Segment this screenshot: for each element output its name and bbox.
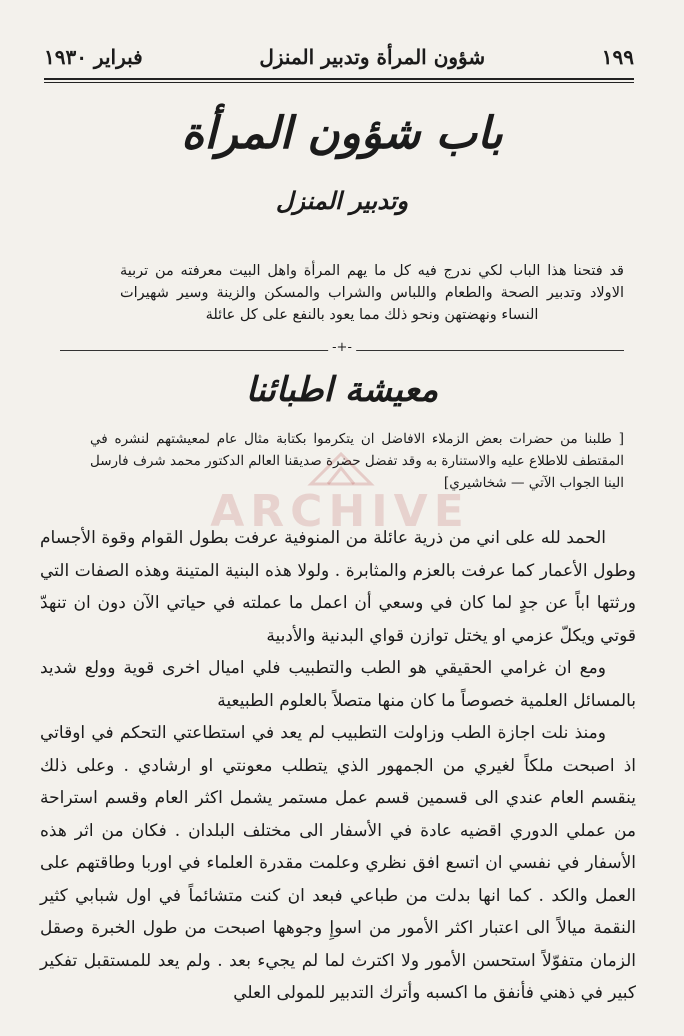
header-rule-thin	[44, 82, 634, 83]
article-paragraph: ومنذ نلت اجازة الطب وزاولت التطبيب لم يعد في استطاعتي التحكم في اوقاتي اذ اصبحت ملكاً لغيري من الجمهور الذي يتطلب معونتي او ارشادي . وعلى ذلك ينقسم العام عندي الى قسمين قسم عمل مستمر يشمل اكثر العام وقسم استراحة من عملي الدوري اقضيه عادة في الأسفار الى مختلف البلدان . فكان من اثر هذه الأسفار في نفسي ان اتسع افق نظري وعلمت مقدرة العلماء في اوربا وطاقتهم على العمل والكد . كما انها بدلت من طباعي فبعد ان كنت متشائماً في اول شبابي كثير النقمة ميالاً الى اعتبار اكثر الأمور من اسوإِ وجوهها اصبحت من طول الخبرة وصقل الزمان متفوّلاً استحسن الأمور ولا اكترث لما لم يجيء بعد . ولم يعد للمستقبل تفكير كبير في ذهني فأنفق ما اكسبه وأترك التدبير للمولى العلي	[40, 723, 636, 1003]
page-number: ١٩٩	[601, 45, 634, 69]
archive-logo-icon	[306, 448, 376, 488]
section-title: باب شؤون المرأة	[181, 108, 503, 159]
page-header	[44, 40, 634, 74]
issue-date: فبراير ١٩٣٠	[44, 45, 143, 69]
divider-ornament: -+-	[328, 340, 356, 355]
article-body	[40, 522, 636, 1010]
header-rule	[44, 78, 634, 80]
running-title: شؤون المرأة وتدبير المنزل	[259, 45, 486, 69]
article-paragraph: ومع ان غرامي الحقيقي هو الطب والتطبيب فلي اميال اخرى قوية وولع شديد بالمسائل العلمية خصوصاً ما كان منها متصلاً بالعلوم الطبيعية	[40, 658, 636, 711]
article-paragraph: الحمد لله على اني من ذرية عائلة من المنوفية عرفت بطول القوام وقوة الأجسام وطول الأعمار كما عرفت بالعزم والمثابرة . ولولا هذه البنية المتينة وهذه الصفات التي ورثتها اباً عن جدٍ لما كان في وسعي أن اعمل ما عملته في حياتي الآن دون ان تنهدّ قوتي ويكلّ عزمي او يختل توازن قواي البدنية والأدبية	[40, 528, 636, 646]
section-intro: قد فتحنا هذا الباب لكي ندرج فيه كل ما يهم المرأة واهل البيت معرفته من تربية الاولاد وتدبير الصحة والطعام واللباس والشراب والمسكن والزينة وسير شهيرات النساء ونهضتهن ونحو ذلك مما يعود بالنفع على كل عائلة	[120, 263, 624, 323]
article-title: معيشة اطبائنا	[245, 370, 439, 410]
section-subtitle: وتدبير المنزل	[275, 186, 409, 215]
editor-note: [ طلبنا من حضرات بعض الزملاء الافاضل ان يتكرموا بكتابة مثال عام لمعيشتهم لنشره في المقتطف للاطلاع عليه والاستنارة به وقد تفضل حضرة صديقنا العالم الدكتور محمد شرف فارسل الينا الجواب الآتي — شخاشيري]	[90, 431, 624, 491]
section-divider	[60, 340, 624, 356]
archive-watermark: ARCHIVE	[210, 486, 470, 537]
